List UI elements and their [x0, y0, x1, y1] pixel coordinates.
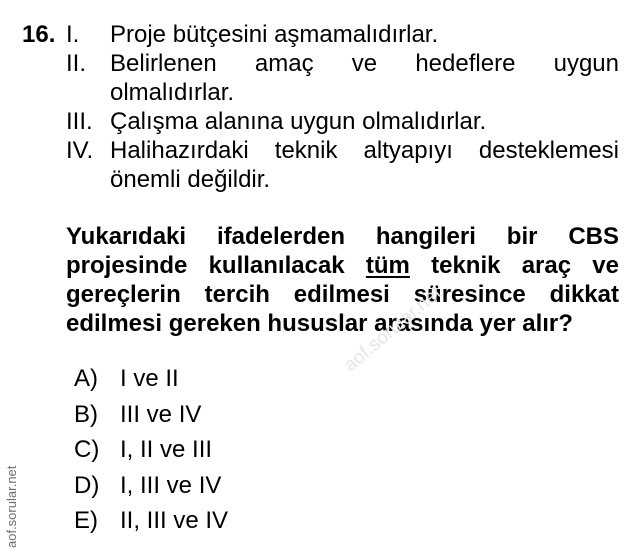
answer-option-b[interactable] — [74, 397, 228, 433]
statement-numeral: II. — [66, 50, 87, 77]
option-text: I, III ve IV — [120, 471, 222, 499]
option-letter: D) — [74, 471, 100, 499]
option-text: III ve IV — [120, 400, 202, 428]
option-text: I ve II — [120, 365, 179, 392]
statement-numeral: III. — [66, 108, 93, 135]
question-number: 16. — [22, 21, 56, 48]
watermark-side: aof.sorular.net — [4, 465, 19, 548]
statement-item — [66, 20, 619, 49]
statement-item — [66, 49, 619, 107]
statement-text: Çalışma alanına uygun olmalıdırlar. — [110, 108, 487, 135]
answer-option-c[interactable] — [74, 432, 228, 468]
answer-option-d[interactable] — [74, 468, 228, 504]
option-letter: A) — [74, 365, 98, 392]
statement-list — [66, 20, 619, 194]
option-letter: E) — [74, 507, 98, 534]
statement-text: Belirlenen amaç ve hedeflere uygun olmalıdırlar. — [110, 50, 619, 106]
statement-text: Halihazırdaki teknik altyapıyı desteklemesi önemli değildir. — [110, 137, 619, 193]
answer-option-e[interactable] — [74, 503, 228, 539]
statement-item — [66, 107, 619, 136]
question-stem — [66, 222, 619, 338]
statement-numeral: I. — [66, 21, 80, 48]
question-stem-emphasis: tüm — [365, 252, 410, 279]
question-stem-part: Yukarıdaki ifadelerden hangileri bir CBS projesinde kullanılacak — [66, 223, 619, 279]
option-text: II, III ve IV — [120, 507, 229, 534]
answer-option-a[interactable] — [74, 361, 228, 397]
answer-options — [74, 361, 228, 539]
option-letter: C) — [74, 436, 100, 463]
statement-item — [66, 136, 619, 194]
statement-numeral: IV. — [66, 137, 94, 164]
statement-text: Proje bütçesini aşmamalıdırlar. — [110, 21, 439, 48]
question-stem-part: teknik araç ve gereçlerin tercih edilmesi süresince dikkat edilmesi gereken hususlar arasında yer alır? — [66, 252, 619, 337]
option-letter: B) — [74, 400, 98, 428]
watermark-center: aof.sorular.net — [340, 282, 446, 377]
option-text: I, II ve III — [120, 436, 213, 463]
